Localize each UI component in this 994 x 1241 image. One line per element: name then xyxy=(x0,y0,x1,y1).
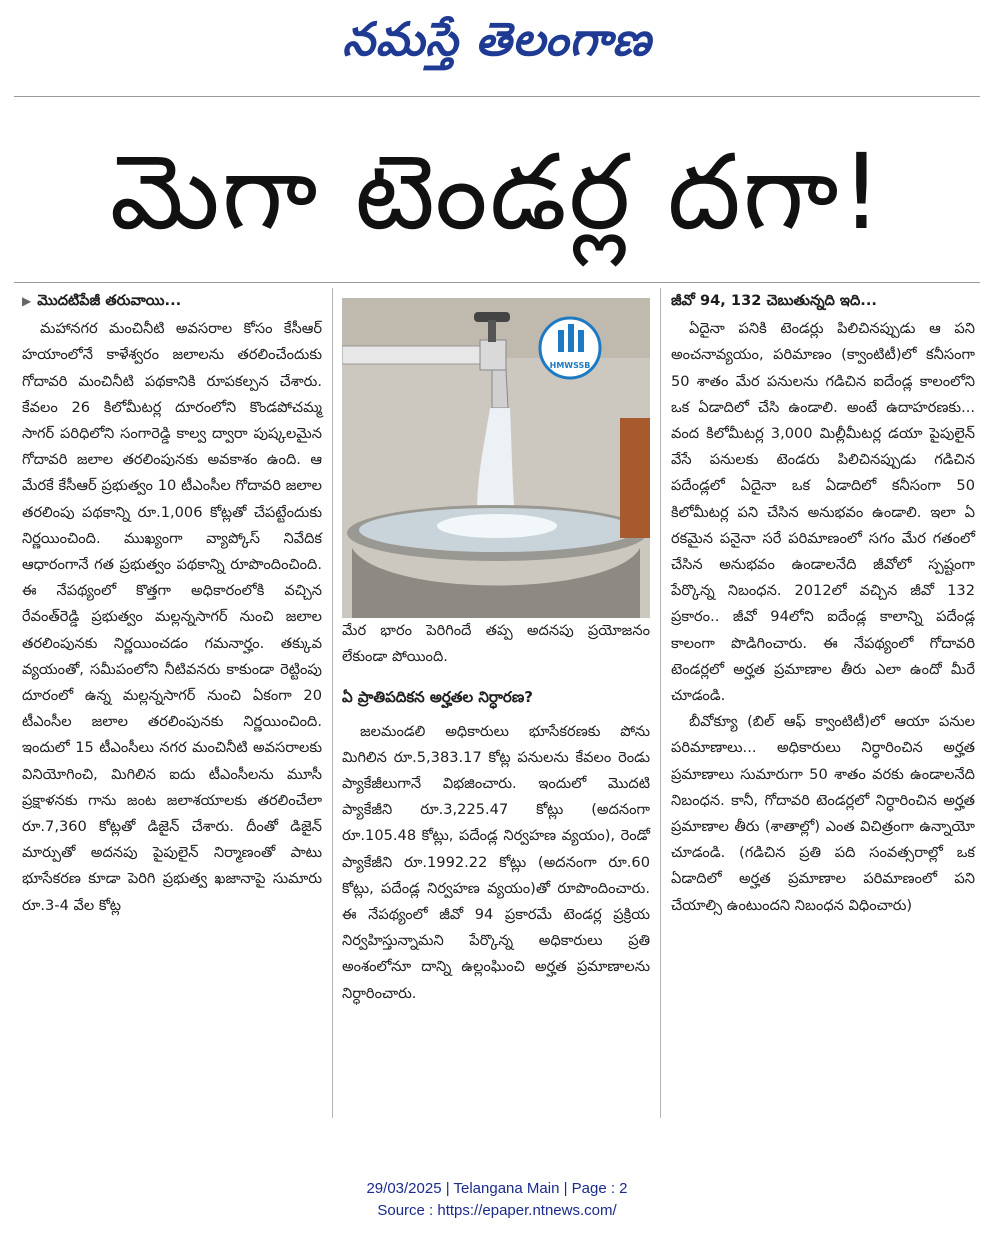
water-tap-photo xyxy=(342,298,650,618)
hmwssb-logo: HMWSSB xyxy=(549,361,591,370)
left-column xyxy=(22,288,322,919)
arrow-right-icon: ▶ xyxy=(22,294,32,308)
continuation-kicker xyxy=(22,288,322,314)
article-paragraph: జలమండలి అధికారులు భూసేకరణకు పోను మిగిలిన రూ.5,383.17 కోట్ల పనులను కేవలం రెండు ప్యాకేజీలుగానే విభజించారు. ఇందులో మొదటి ప్యాకేజీని రూ.3,225.47 కోట్లు (అదనంగా రూ.105.48 కోట్లు, పదేండ్ల నిర్వహణ వ్యయం), రెండో ప్యాకేజీని రూ.1992.22 కోట్లు (అదనంగా రూ.60 కోట్లు, పదేండ్ల నిర్వహణ వ్యయం)తో రూపొందించారు. ఈ నేపథ్యంలో జీవో 94 ప్రకారమే టెండర్ల ప్రక్రియ నిర్వహిస్తున్నామని పేర్కొన్న అధికారులు ప్రతి అంశంలోనూ దాన్ని ఉల్లంఘించి అర్హత ప్రమాణాలను నిర్ధారించారు. xyxy=(342,722,650,1002)
column-divider xyxy=(332,288,333,1118)
middle-column xyxy=(342,288,650,1007)
footer-source: Source : https://epaper.ntnews.com/ xyxy=(377,1202,617,1219)
article-paragraph: ఏదైనా పనికి టెండర్లు పిలిచినప్పుడు ఆ పని అంచనావ్యయం, పరిమాణం (క్వాంటిటీ)లో కనీసంగా 50 శాతం మేర పనులను గడిచిన ఐదేండ్ల కాలంలోని ఒక ఏడాదిలో చేసి ఉండాలి. అంటే ఉదాహరణకు... వంద కిలోమీటర్ల 3,000 మిల్లీమీటర్ల డయా పైపులైన్ వేసే పనులకు టెండరు పిలిచినప్పుడు గడిచిన పదేండ్లలో ఏదైనా ఒక ఏడాదిలో కనీసంగా 50 కిలోమీటర్ల పని చేసిన అనుభవం ఉండాలి. ఇలా ఏ రకమైన పనైనా సరే పరిమాణంలో సగం మేర గతంలో చేసిన అనుభవం ఉండాలనేది జీవోలో స్పష్టంగా పేర్కొన్న నిబంధన. 2012లో వచ్చిన జీవో 132 ప్రకారం.. జీవో 94లోని ఐదేండ్ల కాలాన్ని పదేండ్ల కాలంగా పొడిగించారు. ఈ నేపథ్యంలో గోదావరి టెండర్లలో అర్హత ప్రమాణాల తీరు ఎలా ఉందో మీరే చూడండి. xyxy=(671,320,975,705)
right-column xyxy=(671,288,975,919)
headline: మెగా టెండర్ల దగా! xyxy=(109,131,885,253)
photo-caption: మేర భారం పెరిగిందే తప్ప అదనపు ప్రయోజనం లేకుండా పోయింది. xyxy=(342,622,650,666)
masthead-divider xyxy=(14,96,980,97)
article-paragraph: బీవోక్యూ (బిల్ ఆఫ్ క్వాంటిటీ)లో ఆయా పనుల పరిమాణాలు... అధికారులు నిర్ధారించిన అర్హత ప్రమాణాలు సుమారుగా 50 శాతం వరకు ఉండాలనేది నిబంధన. కానీ, గోదావరి టెండర్లలో నిర్ధారించిన అర్హత ప్రమాణాల తీరు (శాతాల్లో) ఎంత విచిత్రంగా ఉన్నాయో చూడండి. (గడిచిన ప్రతి పది సంవత్సరాల్లో ఒక ఏడాదిలో అర్హత ప్రమాణాల పరిమాణంలో పని చేయాల్సి ఉంటుందని నిబంధన విధించారు) xyxy=(671,713,975,914)
kicker-text: మొదటిపేజీ తరువాయి... xyxy=(37,292,182,309)
newspaper-logo: నమస్తే తెలంగాణ xyxy=(342,12,652,66)
headline-divider xyxy=(14,282,980,283)
photo-illustration xyxy=(342,298,650,618)
article-paragraph: మహానగర మంచినీటి అవసరాల కోసం కేసీఆర్ హయాంలోనే కాళేశ్వరం జలాలను తరలించేందుకు గోదావరి మంచినీటి పథకానికి రూపకల్పన చేశారు. కేవలం 26 కిలోమీటర్ల దూరంలోని కొండపోచమ్మ సాగర్ పరిధిలోని సంగారెడ్డి కాల్వ ద్వారా పుష్కలమైన గోదావరి జలాల తరలింపునకు అవకాశం ఉంది. ఆ మేరకే కేసీఆర్ ప్రభుత్వం 10 టీఎంసీల గోదావరి జలాల తరలింపు పథకాన్ని రూ.1,006 కోట్లతో చేపట్టేందుకు నిర్ణయించింది. ముఖ్యంగా వ్యాప్కోస్ నివేదిక ఆధారంగానే గత ప్రభుత్వం పథకాన్ని రూపొందించింది. ఈ నేపథ్యంలో కొత్తగా అధికారంలోకి వచ్చిన రేవంత్‌రెడ్డి ప్రభుత్వం మల్లన్నసాగర్ నుంచి జలాల తరలింపునకు నిర్ణయించడం గమనార్హం. తక్కువ వ్యయంతో, సమీపంలోని నీటివనరు కాకుండా రెట్టింపు దూరంలో ఉన్న మల్లన్నసాగర్ నుంచి ఏకంగా 20 టీఎంసీల జలాల తరలింపునకు నిర్ణయించింది. ఇందులో 15 టీఎంసీలు నగర మంచినీటి అవసరాలకు వినియోగించి, మిగిలిన ఐదు టీఎంసీలను మూసీ ప్రక్షాళనకు గాను జంట జలాశయాలకు తరలించేలా రూ.7,360 కోట్లతో డిజైన్ చేశారు. దీంతో డిజైన్ మార్పుతో అదనపు పైపులైన్ నిర్మాణంతో పాటు భూసేకరణ కూడా పెరిగి ప్రభుత్వ ఖజానాపై సుమారు రూ.3-4 వేల కోట్ల xyxy=(22,320,322,914)
footer-date-edition: 29/03/2025 | Telangana Main | Page : 2 xyxy=(366,1180,628,1197)
section-subhead: ఏ ప్రాతిపదికన అర్హతల నిర్ధారణ? xyxy=(342,688,533,707)
column-divider xyxy=(660,288,661,1118)
section-kicker: జీవో 94, 132 చెబుతున్నది ఇది... xyxy=(671,292,877,309)
masthead xyxy=(0,4,994,86)
